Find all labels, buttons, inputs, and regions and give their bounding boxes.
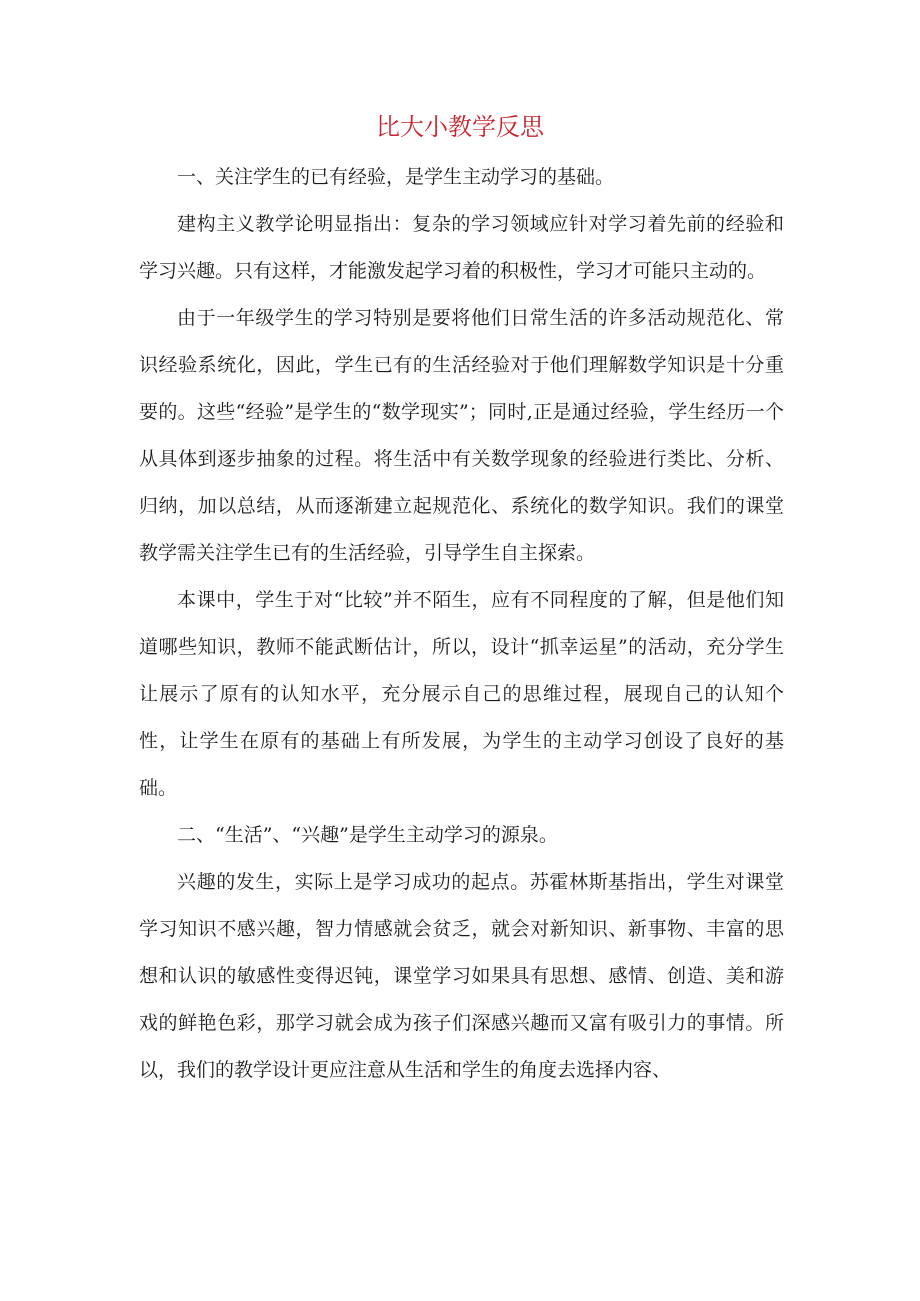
paragraph-life-experience: 由于一年级学生的学习特别是要将他们日常生活的许多活动规范化、常识经验系统化，因此，学生已有的生活经验对于他们理解数学知识是十分重要的。这些“经验”是学生的“数学现实”；同时,正是通过经验，学生经历一个从具体到逐步抽象的过程。将生活中有关数学现象的经验进行类比、分析、归纳，加以总结，从而逐渐建立起规范化、系统化的数学知识。我们的课堂教学需关注学生已有的生活经验，引导学生自主探索。 bbox=[139, 307, 784, 564]
section-heading-1: 一、关注学生的已有经验，是学生主动学习的基础。 bbox=[177, 166, 615, 188]
section-heading-2: 二、“生活”、“兴趣”是学生主动学习的源泉。 bbox=[177, 824, 558, 846]
document-title: 比大小教学反思 bbox=[376, 113, 544, 141]
paragraph-constructivism: 建构主义教学论明显指出：复杂的学习领域应针对学习着先前的经验和学习兴趣。只有这样，才能激发起学习着的积极性，学习才可能只主动的。 bbox=[139, 213, 784, 282]
paragraph-interest: 兴趣的发生，实际上是学习成功的起点。苏霍林斯基指出，学生对课堂学习知识不感兴趣，智力情感就会贫乏，就会对新知识、新事物、丰富的思想和认识的敏感性变得迟钝，课堂学习如果具有思想、感情、创造、美和游戏的鲜艳色彩，那学习就会成为孩子们深感兴趣而又富有吸引力的事情。所以，我们的教学设计更应注意从生活和学生的角度去选择内容、 bbox=[139, 871, 784, 1081]
document-body bbox=[139, 154, 784, 1094]
paragraph-lesson-activity: 本课中，学生于对“比较”并不陌生，应有不同程度的了解，但是他们知道哪些知识，教师不能武断估计，所以，设计“抓幸运星”的活动，充分学生让展示了原有的认知水平，充分展示自己的思维过程，展现自己的认知个性，让学生在原有的基础上有所发展，为学生的主动学习创设了良好的基础。 bbox=[139, 589, 784, 799]
